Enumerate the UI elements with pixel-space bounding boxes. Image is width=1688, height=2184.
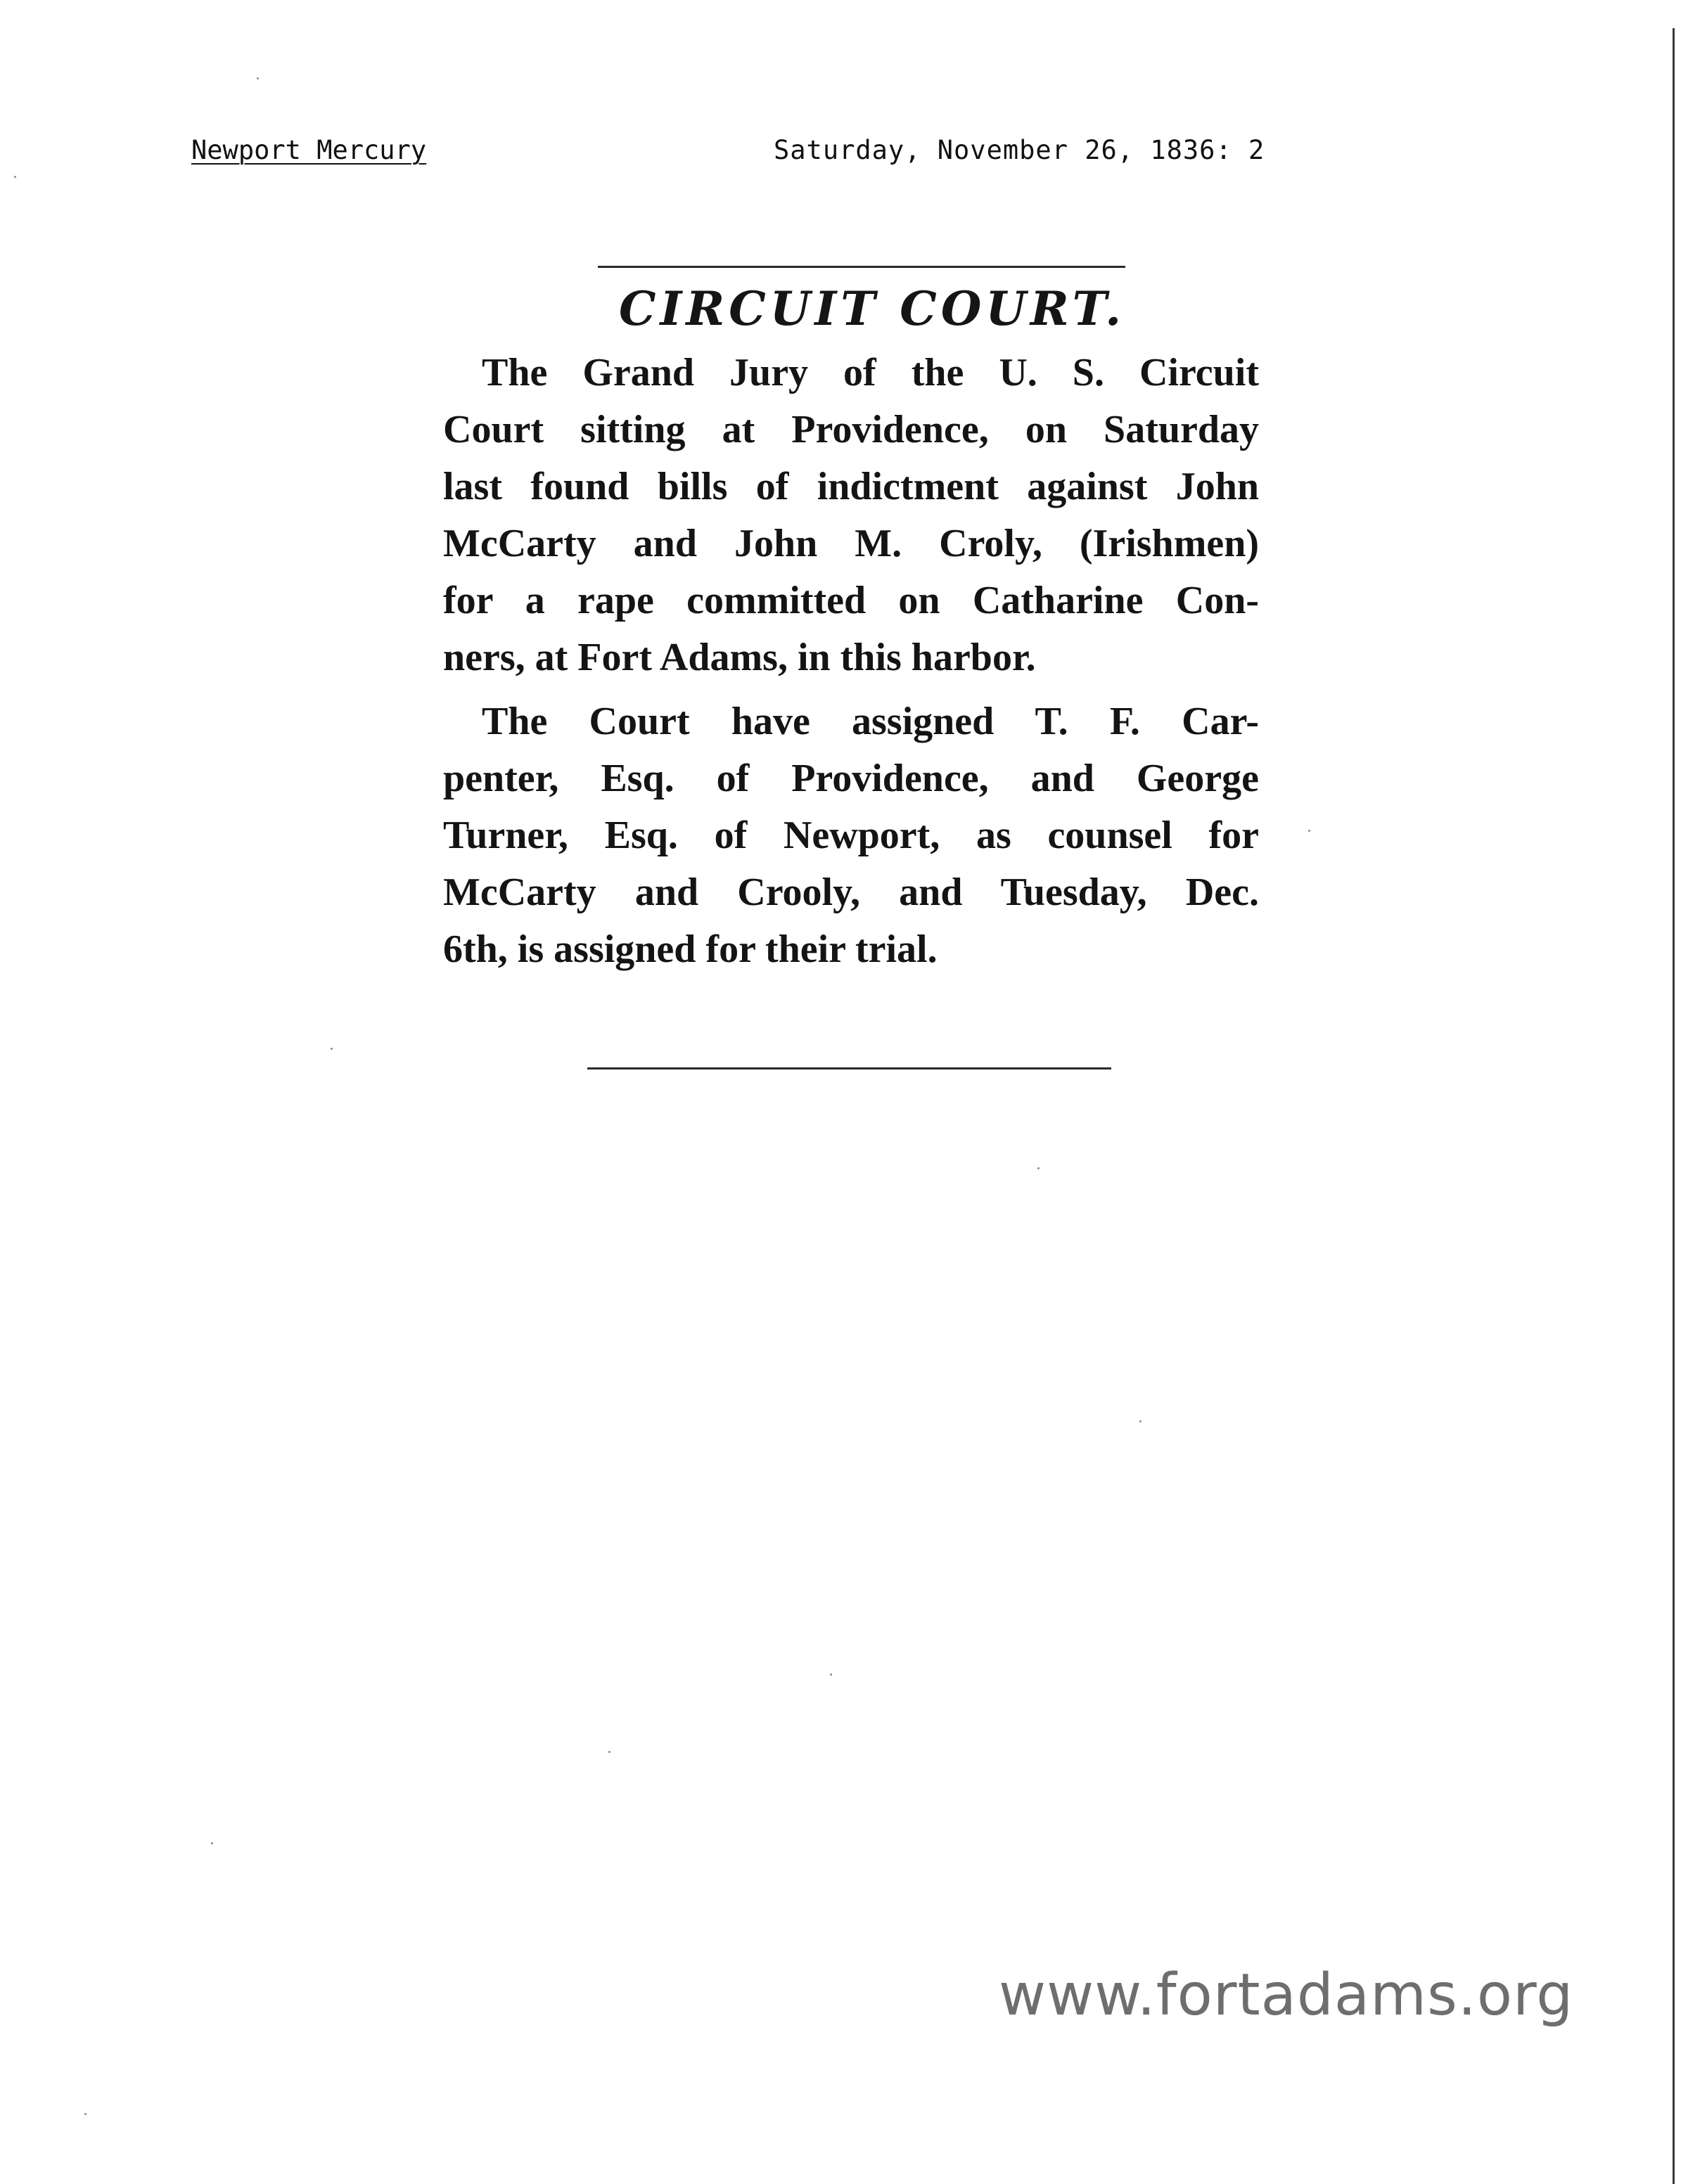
- bottom-divider: [587, 1067, 1111, 1069]
- article-line: for a rape committed on Catharine Con-: [443, 579, 1259, 622]
- article-line: penter, Esq. of Providence, and George: [443, 757, 1259, 800]
- article-title: CIRCUIT COURT.: [619, 281, 1126, 336]
- scan-speck: [14, 176, 16, 178]
- top-divider: [598, 266, 1125, 268]
- article-line: last found bills of indictment against John: [443, 465, 1259, 508]
- scan-speck: [1037, 1167, 1040, 1169]
- scan-speck: [830, 1674, 832, 1676]
- scan-speck: [1139, 1420, 1142, 1422]
- article-line: Court sitting at Providence, on Saturday: [443, 408, 1259, 451]
- scan-speck: [257, 77, 259, 79]
- issue-date-page: Saturday, November 26, 1836: 2: [774, 135, 1265, 165]
- paragraph-gap: [443, 686, 1259, 693]
- website-watermark: www.fortadams.org: [999, 1962, 1574, 2029]
- scan-speck: [608, 1751, 610, 1753]
- scan-speck: [84, 2113, 87, 2115]
- article-line: ners, at Fort Adams, in this harbor.: [443, 636, 1036, 679]
- article-line: McCarty and John M. Croly, (Irishmen): [443, 522, 1259, 565]
- scan-speck: [211, 1842, 213, 1844]
- article-body: [443, 345, 1259, 978]
- scan-edge-line: [1673, 28, 1675, 2184]
- scan-speck: [1308, 830, 1310, 832]
- article-line: Turner, Esq. of Newport, as counsel for: [443, 814, 1259, 857]
- article-line: 6th, is assigned for their trial.: [443, 927, 938, 971]
- article-line: The Grand Jury of the U. S. Circuit: [482, 351, 1259, 394]
- article-line: The Court have assigned T. F. Car-: [482, 700, 1259, 743]
- scan-speck: [331, 1048, 333, 1050]
- publication-name: Newport Mercury: [191, 135, 427, 165]
- article-line: McCarty and Crooly, and Tuesday, Dec.: [443, 871, 1259, 914]
